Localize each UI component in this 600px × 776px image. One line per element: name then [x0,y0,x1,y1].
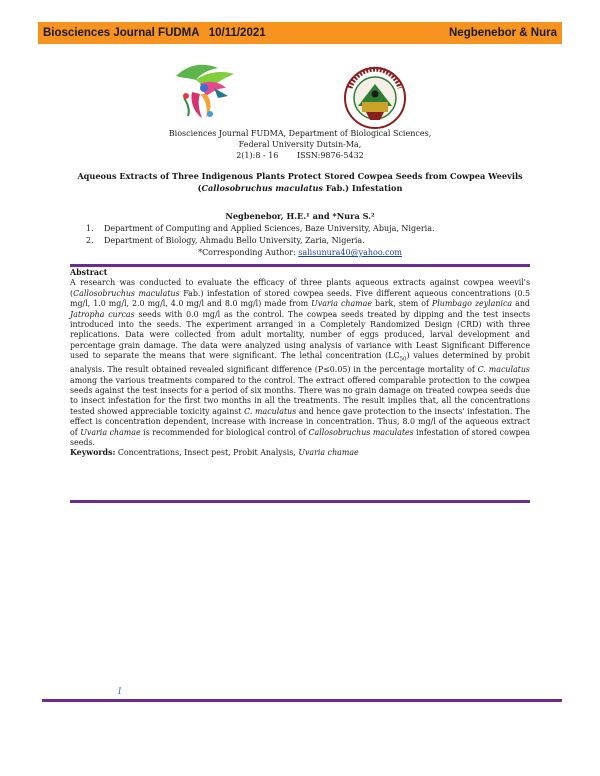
abstract-species: Uvaria chamae [80,427,141,437]
abstract-species: Callosobruchus maculatus [73,288,180,298]
abstract-species: Uvaria chamae [311,299,373,309]
keywords [70,448,530,458]
page-number: 1 [117,686,122,697]
abstract-text: and hence gave protection to the insects' infestation. The effect is concentration dependent, increase with increase in concentration. Thus, 8.0 mg/l of the aqueous extract of [70,406,530,437]
journal-dept-line: Biosciences Journal FUDMA, Department of Biological Sciences, [168,129,432,138]
volume-issn-line [100,150,500,161]
affiliation-number: 1. [86,224,94,233]
abstract-text: bark, stem of [372,299,432,309]
abstract-top-rule [70,264,530,267]
paper-title [70,171,530,194]
abstract-text: seeds with 0.0 mg/l as the control. The cowpea seeds treated by dipping and the test insects introduced into the seeds. The experiment arranged in a Completely Randomized Design (CRD) with three replications. Data were collected from adult mortality, number of eggs produced, larval development and percentage grain damage. The data were analyzed using analysis of variance with Least Significant Difference used to separate the means that were significant. The lethal concentration (LC [70,309,530,361]
keywords-text: Concentrations, Insect pest, Probit Analysis, [115,448,299,458]
abstract-body [70,278,530,448]
abstract-bottom-rule [70,500,530,503]
journal-header-bar [38,22,562,44]
corresponding-email-link[interactable]: salisunura40@yahoo.com [298,248,402,257]
abstract-text: among the various treatments compared to the control. The extract offered comparable protection to the cowpea seeds against the test insects for a period of six months. There was no grain damage on treated cowpea seeds due to insect infestation for the first two months in all the treatments. The result implies that, all the concentrations tested showed appreciable toxicity against [70,375,530,416]
keywords-species: Uvaria chamae [298,448,359,458]
abstract-species: Plumbago zeylanica [431,299,513,309]
title-line-2: (Callosobruchus maculatus Fab.) Infestation [197,182,403,193]
abstract-text: infestation of stored cowpea seeds. [70,427,530,448]
affiliation-2 [82,235,542,247]
header-authors: Negbenebor & Nura [449,27,557,39]
affiliation-number: 2. [86,235,94,245]
abstract-species: C. maculatus [477,365,530,375]
footer-rule [42,699,562,702]
abstract-text: A research was conducted to evaluate the efficacy of three plants aqueous extracts against cowpea weevil's ( [70,278,530,298]
header-journal-date: Biosciences Journal FUDMA 10/11/2021 [43,27,266,39]
abstract-text: Fab.) infestation of stored cowpea seeds. Five different aqueous concentrations (0.5 mg/l, 1.0 mg/l, 2.0 mg/l, 4.0 mg/l and 8.0 mg/l) made from [70,288,530,309]
university-seal-icon [342,66,408,130]
affiliation-text: Department of Computing and Applied Sciences, Baze University, Abuja, Nigeria. [104,224,435,233]
title-species: Callosobruchus maculatus [201,182,324,193]
abstract-species: Jatropha curcas [70,309,135,319]
volume-pages: 2(1):8 - 16 [236,151,279,160]
corresponding-label: *Corresponding Author: [198,248,299,257]
corresponding-author [100,247,500,258]
abstract-text: is recommended for biological control of [140,427,309,437]
title-line-1: Aqueous Extracts of Three Indigenous Plants Protect Stored Cowpea Seeds from Cowpea Weevils [77,171,523,181]
affiliations [82,223,542,246]
affiliation-text: Department of Biology, Ahmadu Bello University, Zaria, Nigeria. [104,235,365,245]
lc-subscript: 50 [399,356,407,363]
abstract-text: ) values determined by probit analysis. The result obtained revealed significant difference (P≤0.05) in the percentage mortality of [70,351,530,375]
issn: ISSN:9876-5432 [296,151,364,160]
bird-flower-logo-icon [170,58,240,124]
abstract-heading: Abstract [70,268,108,277]
title-suffix: Fab.) Infestation [325,182,403,193]
abstract-species: Callosobruchus maculates [308,427,414,437]
journal-info [100,128,500,161]
abstract-species: C. maculatus [244,406,297,416]
keywords-label: Keywords: [70,448,116,458]
authors: Negbenebor, H.E.¹ and *Nura S.² [225,211,375,221]
journal-university-line: Federal University Dutsin-Ma, [238,140,362,149]
abstract-section [70,268,530,459]
affiliation-1 [82,223,542,235]
abstract-text: and [512,299,530,309]
